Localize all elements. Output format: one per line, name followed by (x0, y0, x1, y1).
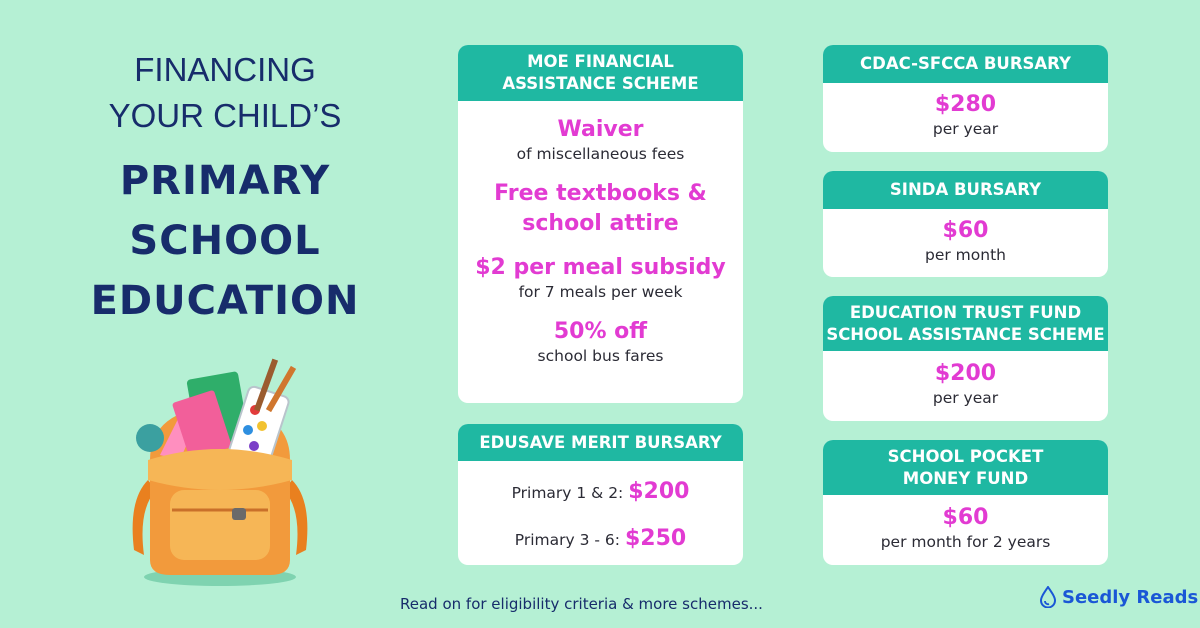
moe-item-highlight: 50% off (553, 319, 648, 344)
edusave-card-header: EDUSAVE MERIT BURSARY (458, 424, 743, 461)
spmf-header-line-2: MONEY FUND (902, 468, 1029, 488)
edusave-row-label: Primary 1 & 2: (511, 484, 629, 502)
footer-link[interactable]: Read on for eligibility criteria & more schemes... (400, 595, 763, 613)
backpack-illustration (120, 350, 320, 590)
etf-header-line-2: SCHOOL ASSISTANCE SCHEME (826, 324, 1105, 344)
title-line-1: FINANCING (134, 51, 316, 88)
moe-item-sub: for 7 meals per week (518, 283, 683, 301)
spmf-card-header (823, 440, 1108, 495)
moe-item-sub: of miscellaneous fees (516, 145, 685, 163)
sinda-period: per month (925, 246, 1006, 264)
cdac-amount: $280 (934, 92, 997, 117)
moe-header-line-1: MOE FINANCIAL (527, 52, 674, 71)
edusave-row (458, 475, 743, 510)
sinda-amount: $60 (942, 218, 989, 243)
cdac-card-header: CDAC-SFCCA BURSARY (823, 45, 1108, 83)
moe-item-highlight: $2 per meal subsidy (475, 255, 726, 280)
cdac-period: per year (932, 120, 999, 138)
moe-item-highlight: Free textbooks & (494, 181, 707, 206)
etf-period: per year (932, 389, 999, 407)
title-line-2: YOUR CHILD’S (108, 97, 342, 134)
edusave-row-value: $250 (624, 526, 687, 551)
moe-header-line-2: ASSISTANCE SCHEME (502, 74, 699, 93)
title-bold-3: EDUCATION (90, 278, 360, 324)
etf-header-line-1: EDUCATION TRUST FUND (849, 302, 1082, 322)
moe-item-highlight: Waiver (557, 117, 644, 142)
spmf-amount: $60 (942, 505, 989, 530)
moe-item-sub: school bus fares (537, 347, 664, 365)
etf-amount: $200 (934, 361, 997, 386)
seedly-drop-icon (1040, 586, 1056, 608)
brand-logo[interactable] (1040, 586, 1198, 608)
education-trust-fund-card (823, 296, 1108, 421)
moe-item-highlight: school attire (522, 211, 679, 236)
etf-card-header (823, 296, 1108, 351)
moe-financial-assistance-card (458, 45, 743, 403)
brand-name: Seedly Reads (1062, 586, 1199, 608)
sinda-bursary-card (823, 171, 1108, 277)
school-pocket-money-card (823, 440, 1108, 565)
moe-card-header (458, 45, 743, 101)
sinda-card-header: SINDA BURSARY (823, 171, 1108, 209)
cdac-bursary-card (823, 45, 1108, 152)
edusave-row-label: Primary 3 - 6: (514, 531, 625, 549)
title-bold-1: PRIMARY (119, 158, 331, 204)
spmf-period: per month for 2 years (880, 533, 1051, 551)
edusave-row (458, 522, 743, 557)
edusave-merit-bursary-card (458, 424, 743, 565)
title-bold-2: SCHOOL (129, 218, 321, 264)
spmf-header-line-1: SCHOOL POCKET (887, 446, 1044, 466)
edusave-row-value: $200 (628, 479, 690, 504)
